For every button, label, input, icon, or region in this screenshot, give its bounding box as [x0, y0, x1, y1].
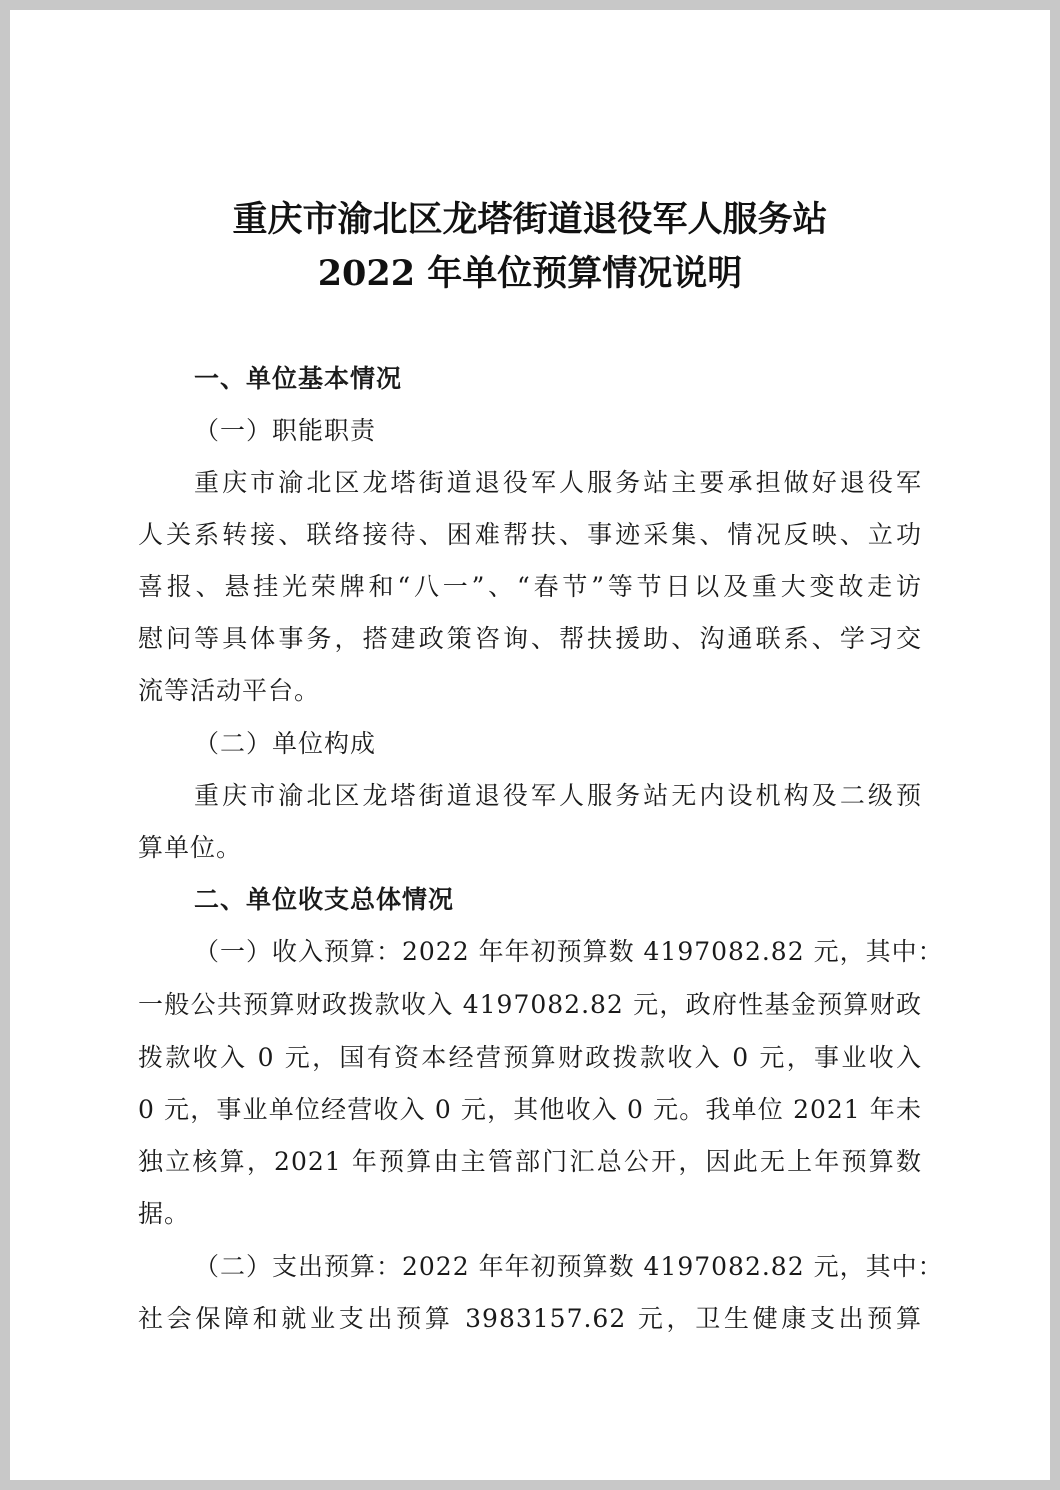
paragraph-line: 重庆市渝北区龙塔街道退役军人服务站无内设机构及二级预 [194, 781, 922, 810]
paragraph-line: 人关系转接、联络接待、困难帮扶、事迹采集、情况反映、立功 [138, 520, 922, 549]
paragraph-line: 流等活动平台。 [138, 676, 321, 705]
subsection-duties-heading: （一）职能职责 [194, 416, 377, 445]
paragraph-line: 慰问等具体事务，搭建政策咨询、帮扶援助、沟通联系、学习交 [138, 624, 922, 653]
paragraph-line: （一）收入预算：2022 年年初预算数 4197082.82 元，其中： [194, 937, 944, 966]
paragraph-line: 独立核算，2021 年预算由主管部门汇总公开，因此无上年预算数 [138, 1147, 922, 1176]
paragraph-line: 重庆市渝北区龙塔街道退役军人服务站主要承担做好退役军 [194, 468, 922, 497]
document-title-line-1: 重庆市渝北区龙塔街道退役军人服务站 [232, 199, 828, 240]
document-title-line-2: 2022 年单位预算情况说明 [317, 253, 743, 294]
paragraph-line: 喜报、悬挂光荣牌和“八一”、“春节”等节日以及重大变故走访 [138, 572, 922, 601]
paragraph-line: 拨款收入 0 元，国有资本经营预算财政拨款收入 0 元，事业收入 [138, 1043, 922, 1072]
paragraph-line: （二）支出预算：2022 年年初预算数 4197082.82 元，其中： [194, 1252, 944, 1281]
subsection-composition-heading: （二）单位构成 [194, 729, 377, 758]
paragraph-line: 社会保障和就业支出预算 3983157.62 元，卫生健康支出预算 [138, 1304, 922, 1333]
section-1-heading: 一、单位基本情况 [194, 364, 403, 393]
document-page [10, 10, 1050, 1480]
section-2-heading: 二、单位收支总体情况 [194, 885, 455, 914]
paragraph-line: 据。 [138, 1199, 191, 1228]
paragraph-line: 算单位。 [138, 833, 243, 862]
paragraph-line: 0 元，事业单位经营收入 0 元，其他收入 0 元。我单位 2021 年未 [138, 1095, 922, 1124]
paragraph-line: 一般公共预算财政拨款收入 4197082.82 元，政府性基金预算财政 [138, 990, 922, 1019]
